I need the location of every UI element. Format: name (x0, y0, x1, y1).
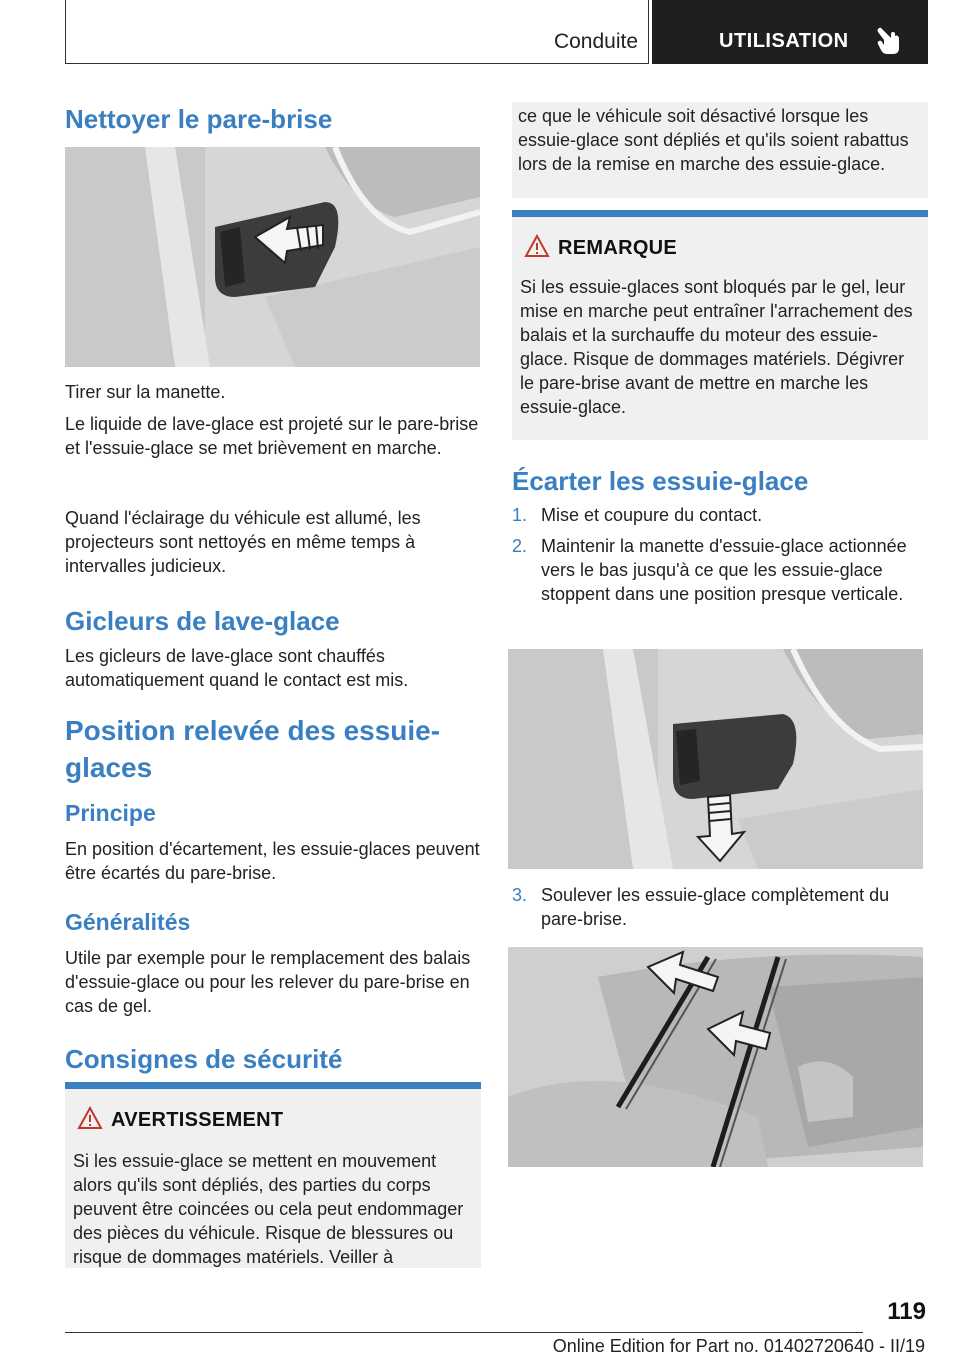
notice-title: REMARQUE (558, 237, 678, 259)
notice-body: Si les essuie-glaces sont bloqués par le gel, leur mise en marche peut entraîner l'arrachement des balais et la surchauffe du moteur des essuie-glace. Risque de dommages matériels. Dégivrer le pare-brise avant de mettre en marche les essuie-glace. (520, 277, 913, 417)
text-principe: En position d'écartement, les essuie-glaces peuvent être écartés du pare-brise. (65, 839, 480, 883)
heading-ecarter: Écarter les essuie-glace (512, 466, 809, 496)
step-item-1: 1. Mise et coupure du contact. (512, 505, 763, 525)
warning-continuation-box (512, 102, 928, 198)
footer-edition: Online Edition for Part no. 01402720640 - II/19 (552, 1336, 925, 1356)
figure-wiper-stalk-down (508, 649, 923, 869)
footer-rule (65, 1332, 863, 1333)
warning-box (65, 1082, 481, 1268)
figure-wiper-stalk-pull (65, 147, 480, 367)
wipers-raised-illustration (508, 947, 923, 1167)
text-quand: Quand l'éclairage du véhicule est allumé, les projecteurs sont nettoyés en même temps à intervalles judicieux. (65, 508, 421, 576)
notice-box (512, 210, 928, 440)
text-gicleurs: Les gicleurs de lave-glace sont chauffés automatiquement quand le contact est mis. (65, 646, 409, 690)
figure-wipers-raised (508, 947, 923, 1167)
heading-position-relevee: Position relevée des essuie-glaces (65, 715, 441, 783)
heading-gicleurs: Gicleurs de lave-glace (65, 606, 340, 636)
heading-generalites: Généralités (65, 909, 191, 935)
header-chapter-tab (652, 0, 928, 64)
page-number: 119 (887, 1298, 926, 1325)
warning-body: Si les essuie-glace se mettent en mouvement alors qu'ils sont dépliés, des parties du corps peuvent être coincées ou cela peut endommager des pièces du véhicule. Risque de blessures ou risque de dommages matériels. Veiller à (73, 1151, 464, 1267)
warning-continuation-text: ce que le véhicule soit désactivé lorsque les essuie-glace sont dépliés et qu'ils soient rabattus lors de la remise en marche des essuie-glace. (518, 106, 909, 174)
heading-nettoyer-pare-brise: Nettoyer le pare-brise (65, 104, 333, 134)
step-item-2: 2. Maintenir la manette d'essuie-glace actionnée vers le bas jusqu'à ce que les essuie-glace stoppent dans une position presque verticale. (512, 536, 907, 604)
pointing-hand-icon (875, 24, 903, 56)
text-liquide: Le liquide de lave-glace est projeté sur le pare-brise et l'essuie-glace se met brièvement en marche. (65, 414, 479, 458)
warning-title: AVERTISSEMENT (111, 1109, 284, 1131)
text-tirer: Tirer sur la manette. (65, 382, 226, 402)
wiper-stalk-down-illustration (508, 649, 923, 869)
heading-consignes-securite: Consignes de sécurité (65, 1044, 343, 1074)
steps-list-b (512, 883, 922, 931)
header-section-title: Conduite (553, 30, 638, 53)
steps-list-a (512, 503, 922, 606)
step-item-3: 3. Soulever les essuie-glace complètement du pare-brise. (512, 885, 890, 929)
warning-triangle-icon (524, 234, 550, 258)
heading-principe: Principe (65, 800, 156, 826)
warning-triangle-icon (77, 1106, 103, 1130)
wiper-stalk-pull-illustration (65, 147, 480, 367)
text-generalites: Utile par exemple pour le remplacement des balais d'essuie-glace ou pour les relever du pare-brise en cas de gel. (65, 948, 471, 1016)
header-chapter-title: UTILISATION (719, 30, 849, 52)
